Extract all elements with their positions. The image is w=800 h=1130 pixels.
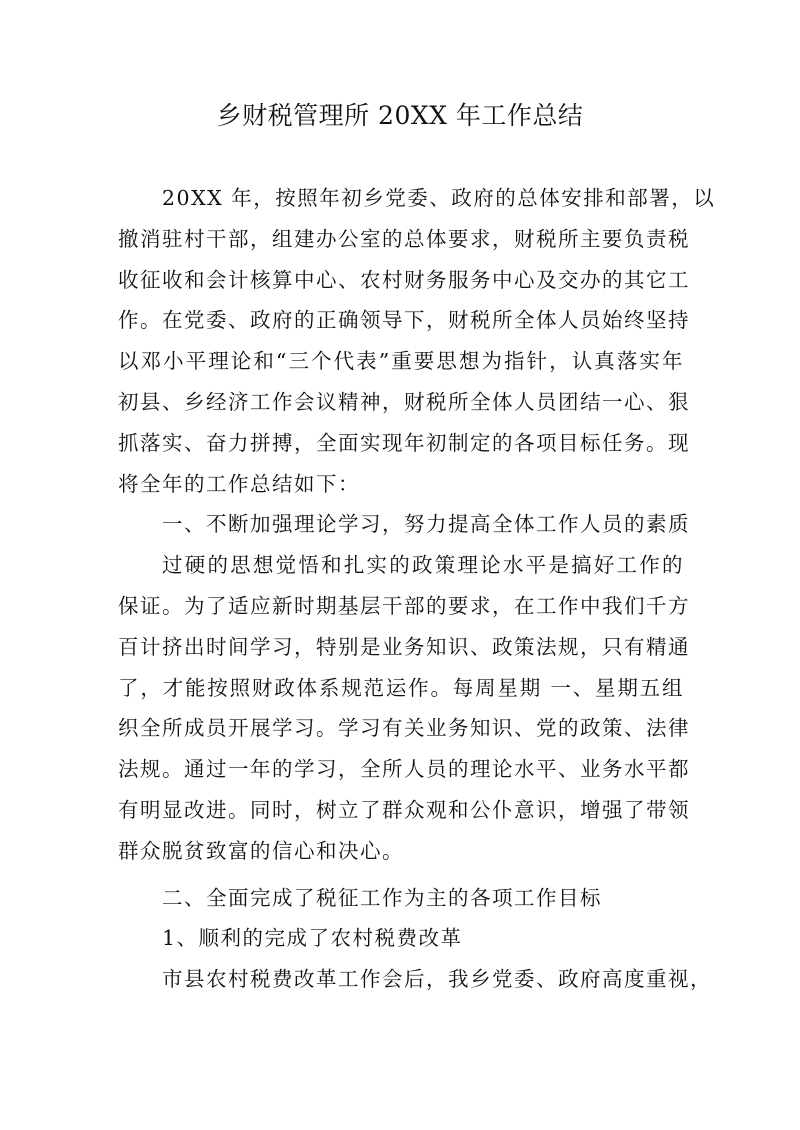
- section-heading: 二、全面完成了税征工作为主的各项工作目标: [162, 885, 602, 910]
- paragraph-line: 初县、乡经济工作会议精神，财税所全体人员团结一心、狠: [118, 389, 690, 414]
- section-heading: 一、不断加强理论学习，努力提高全体工作人员的素质: [162, 512, 690, 537]
- paragraph-line: 了，才能按照财政体系规范运作。每周星期 一、星期五组: [118, 675, 684, 700]
- subsection-heading: 1、顺利的完成了农村税费改革: [162, 926, 463, 951]
- document-body: [118, 178, 716, 1000]
- paragraph-line: 收征收和会计核算中心、农村财务服务中心及交办的其它工: [118, 267, 690, 292]
- paragraph-line: 织全所成员开展学习。学习有关业务知识、党的政策、法律: [118, 716, 690, 741]
- paragraph-line: 20XX 年，按照年初乡党委、政府的总体安排和部署，以: [162, 186, 716, 210]
- paragraph-line: 保证。为了适应新时期基层干部的要求，在工作中我们千方: [118, 593, 690, 618]
- paragraph-line: 过硬的思想觉悟和扎实的政策理论水平是搞好工作的: [162, 553, 684, 578]
- paragraph-line: 群众脱贫致富的信心和决心。: [118, 838, 404, 863]
- paragraph-line: 有明显改进。同时，树立了群众观和公仆意识，增强了带领: [118, 797, 690, 822]
- paragraph-line: 将全年的工作总结如下：: [118, 471, 360, 496]
- paragraph-line: 撤消驻村干部，组建办公室的总体要求，财税所主要负责税: [118, 226, 690, 251]
- paragraph-line: 百计挤出时间学习，特别是业务知识、政策法规，只有精通: [118, 634, 690, 659]
- paragraph-line: 作。在党委、政府的正确领导下，财税所全体人员始终坚持: [118, 308, 690, 333]
- paragraph-line: 法规。通过一年的学习，全所人员的理论水平、业务水平都: [118, 757, 690, 782]
- paragraph-line: 抓落实、奋力拼搏，全面实现年初制定的各项目标任务。现: [118, 430, 690, 455]
- paragraph-line: 以邓小平理论和“三个代表”重要思想为指针，认真落实年: [118, 349, 684, 374]
- paragraph-line: 市县农村税费改革工作会后，我乡党委、政府高度重视，: [162, 967, 712, 992]
- document-title: 乡财税管理所 20XX 年工作总结: [216, 101, 584, 130]
